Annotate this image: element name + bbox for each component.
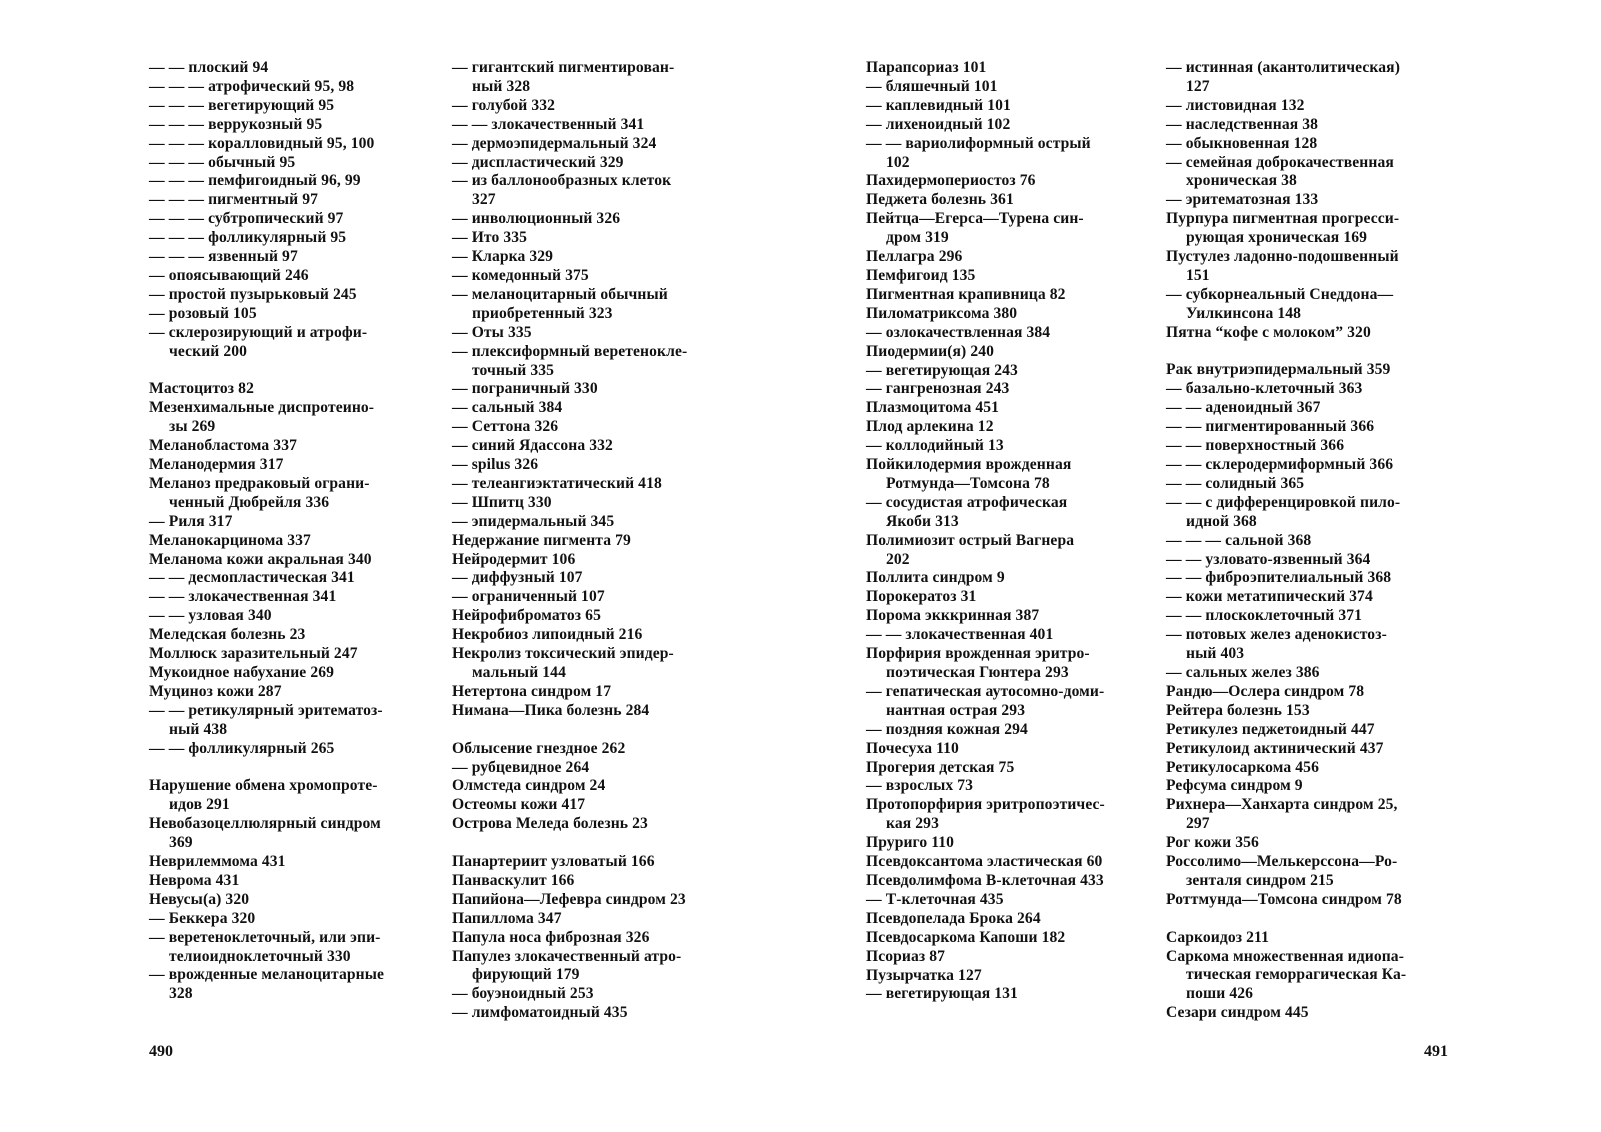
index-entry-continuation: нантная острая 293: [886, 701, 1026, 719]
index-entry: Псевдопелада Брока 264: [866, 909, 1041, 927]
index-entry: Россолимо—Мелькерссона—Ро-: [1166, 853, 1398, 871]
index-entry: — истинная (акантолитическая): [1166, 59, 1400, 76]
index-entry: Рандю—Ослера синдром 78: [1166, 682, 1365, 700]
index-entry: Педжета болезнь 361: [866, 191, 1014, 209]
index-entry: — — фиброэпителиальный 368: [1166, 569, 1392, 587]
index-entry: — — ретикулярный эритематоз-: [149, 701, 383, 719]
index-entry: — взрослых 73: [866, 777, 974, 795]
index-entry-continuation: 102: [886, 153, 910, 171]
index-entry: — — вариолиформный острый: [866, 134, 1091, 152]
index-entry: Рихнера—Ханхарта синдром 25,: [1166, 796, 1398, 814]
index-entry: — сальных желез 386: [1166, 663, 1320, 681]
index-entry: Рефсума синдром 9: [1166, 777, 1303, 795]
section-gap: [1166, 343, 1406, 362]
index-entry: Мезенхимальные диспротеино-: [149, 399, 375, 417]
index-entry: — листовидная 132: [1166, 96, 1305, 114]
index-entry: — ограниченный 107: [452, 588, 605, 606]
index-entry-continuation: рующая хроническая 169: [1186, 229, 1368, 247]
index-entry: Меланокарцинома 337: [149, 531, 311, 549]
index-entry: Пойкилодермия врожденная: [866, 456, 1072, 474]
index-entry: — — злокачественная 341: [149, 588, 337, 606]
index-entry: Нимана—Пика болезнь 284: [452, 701, 650, 719]
index-entry: — — склеродермиформный 366: [1166, 456, 1394, 474]
index-entry: — синий Ядассона 332: [452, 437, 613, 455]
index-entry: Неврилеммома 431: [149, 853, 286, 871]
index-entry-continuation: фирующий 179: [472, 966, 580, 984]
index-entry: Мукоидное набухание 269: [149, 663, 335, 681]
index-entry-continuation: зы 269: [169, 418, 216, 436]
index-entry: Некробиоз липоидный 216: [452, 626, 643, 644]
index-entry: Пустулез ладонно-подошвенный: [1166, 248, 1399, 266]
index-entry: — — пигментированный 366: [1166, 418, 1375, 436]
index-entry: Нейрофиброматоз 65: [452, 607, 601, 625]
index-entry-continuation: ный 328: [472, 77, 531, 95]
index-entry-continuation: поэтическая Гюнтера 293: [886, 664, 1069, 681]
index-entry: Остеомы кожи 417: [452, 796, 586, 814]
index-entry: — — узловато-язвенный 364: [1166, 550, 1371, 568]
index-entry: — — — веррукозный 95: [149, 115, 323, 133]
index-entry-continuation: мальный 144: [472, 664, 566, 681]
index-entry: Псориаз 87: [866, 947, 946, 965]
index-entry: — обыкновенная 128: [1166, 134, 1318, 152]
index-column-2: [452, 59, 687, 1023]
index-entry: Муциноз кожи 287: [149, 682, 282, 700]
index-entry: — Кларка 329: [452, 248, 554, 266]
index-entry-continuation: поши 426: [1186, 985, 1254, 1003]
index-entry: Папула носа фиброзная 326: [452, 928, 650, 946]
index-entry: Пиодермии(я) 240: [866, 342, 995, 360]
index-entry-continuation: ческий 200: [169, 342, 248, 360]
index-entry-continuation: ный 438: [169, 720, 228, 738]
index-entry: Полимиозит острый Вагнера: [866, 531, 1075, 549]
index-entry-continuation: Ротмунда—Томсона 78: [886, 474, 1050, 492]
index-entry: — Оты 335: [452, 323, 532, 341]
index-entry: — бляшечный 101: [866, 77, 998, 95]
index-entry: — поздняя кожная 294: [866, 720, 1028, 738]
index-entry: — Ито 335: [452, 229, 528, 247]
index-entry: Пейтца—Егерса—Турена син-: [866, 210, 1084, 228]
index-entry: Ретикулосаркома 456: [1166, 758, 1319, 776]
index-entry: — — аденоидный 367: [1166, 399, 1321, 417]
index-entry: Меланобластома 337: [149, 437, 297, 455]
index-entry: Невобазоцеллюлярный синдром: [149, 815, 381, 833]
index-entry: Папиллома 347: [452, 909, 562, 927]
index-entry: Пурпура пигментная прогресси-: [1166, 210, 1400, 228]
index-entry: — Риля 317: [149, 512, 233, 530]
index-entry: — Т-клеточная 435: [866, 890, 1004, 908]
section-gap: [452, 721, 687, 740]
index-entry-continuation: Якоби 313: [886, 512, 959, 530]
index-entry: — — — атрофический 95, 98: [149, 77, 355, 95]
index-entry: Протопорфирия эритропоэтичес-: [866, 796, 1105, 814]
index-entry-continuation: ный 403: [1186, 645, 1245, 663]
index-entry: Острова Меледа болезнь 23: [452, 815, 648, 833]
index-entry: Порома экккринная 387: [866, 607, 1040, 625]
index-entry: Пиломатриксома 380: [866, 304, 1018, 322]
section-gap: [452, 834, 687, 853]
index-entry: — розовый 105: [149, 304, 257, 322]
index-entry-continuation: идной 368: [1186, 512, 1257, 530]
index-entry-continuation: 328: [169, 985, 193, 1003]
index-entry: Рейтера болезнь 153: [1166, 701, 1310, 719]
index-entry: Псевдосаркома Капоши 182: [866, 928, 1066, 946]
index-entry: — комедонный 375: [452, 266, 589, 284]
index-entry: Пахидермопериостоз 76: [866, 172, 1036, 190]
index-entry: — дермоэпидермальный 324: [452, 134, 657, 152]
index-entry: — — плоскоклеточный 371: [1166, 607, 1363, 625]
index-entry: — — плоский 94: [149, 59, 269, 76]
index-entry: Нейродермит 106: [452, 550, 576, 568]
index-entry: Панваскулит 166: [452, 871, 575, 889]
index-entry: Пеллагра 296: [866, 248, 963, 266]
index-entry: Сезари синдром 445: [1166, 1004, 1309, 1022]
index-entry: — — злокачественная 401: [866, 626, 1054, 644]
index-entry: — лимфоматоидный 435: [452, 1004, 628, 1022]
index-entry: Меланома кожи акральная 340: [149, 550, 372, 568]
index-column-3: [866, 59, 1105, 1004]
section-gap: [1166, 910, 1406, 929]
index-entry-continuation: 369: [169, 834, 193, 852]
index-entry: Поллита синдром 9: [866, 569, 1005, 587]
index-entry: — гепатическая аутосомно-доми-: [866, 682, 1105, 700]
index-entry: Папулез злокачественный атро-: [452, 947, 682, 965]
index-entry: — потовых желез аденокистоз-: [1166, 626, 1387, 644]
index-entry-continuation: 297: [1186, 815, 1210, 833]
index-entry: — голубой 332: [452, 96, 556, 114]
index-entry: Порокератоз 31: [866, 588, 977, 606]
index-entry: — рубцевидное 264: [452, 758, 590, 776]
index-entry-continuation: зенталя синдром 215: [1186, 871, 1334, 889]
index-entry: — — с дифференцировкой пило-: [1166, 493, 1401, 511]
index-entry: — опоясывающий 246: [149, 266, 309, 284]
index-entry: — веретеноклеточный, или эпи-: [149, 928, 381, 946]
index-entry: Саркоидоз 211: [1166, 928, 1269, 946]
index-entry: Пигментная крапивница 82: [866, 285, 1066, 303]
index-entry: — — злокачественный 341: [452, 115, 645, 133]
index-entry-continuation: тическая геморрагическая Ка-: [1186, 966, 1407, 984]
index-entry: Невусы(а) 320: [149, 890, 250, 908]
index-entry: Папийона—Лефевра синдром 23: [452, 890, 686, 908]
index-entry: Пузырчатка 127: [866, 966, 982, 984]
index-entry: — простой пузырьковый 245: [149, 285, 357, 303]
index-entry: — плексиформный веретенокле-: [452, 342, 688, 360]
index-entry: Пятна “кофе с молоком” 320: [1166, 323, 1371, 341]
index-entry-continuation: дром 319: [886, 229, 949, 247]
index-entry: — — — сальной 368: [1166, 531, 1312, 549]
index-entry: — телеангиэктатический 418: [452, 474, 662, 492]
index-entry: — кожи метатипический 374: [1166, 588, 1373, 606]
index-entry: Порфирия врожденная эритро-: [866, 645, 1090, 663]
index-entry: Пемфигоид 135: [866, 266, 976, 284]
index-entry: — вегетирующая 131: [866, 985, 1018, 1003]
index-entry: — из баллонообразных клеток: [452, 172, 672, 190]
index-entry: — — фолликулярный 265: [149, 739, 335, 757]
section-gap: [149, 362, 384, 381]
index-entry-continuation: идов 291: [169, 796, 230, 814]
index-entry: — боуэноидный 253: [452, 985, 594, 1003]
index-entry-continuation: кая 293: [886, 815, 939, 833]
index-entry: — spilus 326: [452, 456, 539, 474]
index-entry: Нетертона синдром 17: [452, 682, 612, 700]
index-entry: Неврома 431: [149, 871, 240, 889]
index-entry: Прогерия детская 75: [866, 758, 1015, 776]
index-entry: Некролиз токсический эпидер-: [452, 645, 674, 663]
index-entry: — — десмопластическая 341: [149, 569, 355, 587]
index-entry: — диффузный 107: [452, 569, 583, 587]
index-entry-continuation: 151: [1186, 266, 1210, 284]
index-entry: Саркома множественная идиопа-: [1166, 947, 1405, 965]
index-entry: — наследственная 38: [1166, 115, 1319, 133]
index-entry: — гангренозная 243: [866, 380, 1010, 398]
page-number-left: 490: [149, 1043, 173, 1060]
index-entry-continuation: 202: [886, 550, 910, 568]
page-number-right: 491: [1424, 1043, 1448, 1060]
index-entry: Пруриго 110: [866, 834, 955, 852]
index-entry: Псевдоксантома эластическая 60: [866, 853, 1103, 871]
index-entry: Недержание пигмента 79: [452, 531, 631, 549]
index-column-1: [149, 59, 384, 1004]
index-entry: — эритематозная 133: [1166, 191, 1319, 209]
index-entry: — сальный 384: [452, 399, 563, 417]
index-entry: Меланодермия 317: [149, 456, 284, 474]
index-entry: — Сеттона 326: [452, 418, 559, 436]
index-entry: Меледская болезнь 23: [149, 626, 306, 644]
index-entry: — — поверхностный 366: [1166, 437, 1345, 455]
index-entry: — — — пигментный 97: [149, 191, 319, 209]
index-entry: — — — коралловидный 95, 100: [149, 134, 375, 152]
index-entry: — — — пемфигоидный 96, 99: [149, 172, 361, 190]
index-entry: — инволюционный 326: [452, 210, 621, 228]
index-entry: — эпидермальный 345: [452, 512, 615, 530]
index-entry: — — — обычный 95: [149, 153, 296, 171]
index-entry: — склерозирующий и атрофи-: [149, 323, 368, 341]
index-entry: — субкорнеальный Снеддона—: [1166, 285, 1394, 303]
index-entry: — сосудистая атрофическая: [866, 493, 1068, 511]
index-entry-continuation: ченный Дюбрейля 336: [169, 493, 330, 511]
index-entry: Облысение гнездное 262: [452, 739, 626, 757]
index-entry: — семейная доброкачественная: [1166, 153, 1394, 171]
index-entry: Меланоз предраковый ограни-: [149, 474, 370, 492]
index-entry: — — — язвенный 97: [149, 248, 298, 266]
index-entry: Ретикулез педжетоидный 447: [1166, 720, 1375, 738]
index-entry: Рог кожи 356: [1166, 834, 1259, 852]
index-entry: — коллодийный 13: [866, 437, 1004, 455]
index-entry: — озлокачествленная 384: [866, 323, 1051, 341]
index-entry: Олмстеда синдром 24: [452, 777, 606, 795]
index-entry: Панартериит узловатый 166: [452, 853, 655, 871]
index-entry-continuation: приобретенный 323: [472, 304, 613, 322]
index-entry: — Шпитц 330: [452, 493, 552, 511]
index-entry-continuation: хроническая 38: [1186, 172, 1297, 190]
index-entry: — — узловая 340: [149, 607, 272, 625]
index-column-4: [1166, 59, 1406, 1023]
index-entry: — меланоцитарный обычный: [452, 285, 668, 303]
index-entry: — — — фолликулярный 95: [149, 229, 347, 247]
index-entry: — лихеноидный 102: [866, 115, 1011, 133]
index-entry: — — солидный 365: [1166, 474, 1305, 492]
index-entry: Роттмунда—Томсона синдром 78: [1166, 890, 1402, 908]
index-entry: Почесуха 110: [866, 739, 959, 757]
index-entry-continuation: точный 335: [472, 361, 555, 379]
index-entry-continuation: 327: [472, 191, 496, 209]
index-entry: — — — вегетирующий 95: [149, 96, 335, 114]
index-entry: — Беккера 320: [149, 909, 256, 927]
index-entry: Мастоцитоз 82: [149, 380, 254, 398]
index-entry: Псевдолимфома В-клеточная 433: [866, 871, 1104, 889]
index-entry-continuation: телиоидноклеточный 330: [169, 947, 351, 965]
index-entry: Нарушение обмена хромопроте-: [149, 777, 378, 795]
index-entry-continuation: 127: [1186, 77, 1210, 95]
index-entry: Плод арлекина 12: [866, 418, 994, 436]
index-entry: — гигантский пигментирован-: [452, 59, 675, 76]
index-entry: Парапсориаз 101: [866, 59, 987, 76]
section-gap: [149, 759, 384, 778]
index-entry: — — — субтропический 97: [149, 210, 344, 228]
index-entry: Моллюск заразительный 247: [149, 645, 358, 663]
index-entry: — врожденные меланоцитарные: [149, 966, 385, 984]
index-entry: — диспластический 329: [452, 153, 624, 171]
index-entry-continuation: Уилкинсона 148: [1186, 304, 1302, 322]
index-entry: — каплевидный 101: [866, 96, 1011, 114]
index-entry: Ретикулоид актинический 437: [1166, 739, 1384, 757]
index-entry: Рак внутриэпидермальный 359: [1166, 361, 1391, 379]
index-entry: — базально-клеточный 363: [1166, 380, 1363, 398]
index-entry: — пограничный 330: [452, 380, 598, 398]
index-entry: — вегетирующая 243: [866, 361, 1018, 379]
index-entry: Плазмоцитома 451: [866, 399, 1000, 417]
